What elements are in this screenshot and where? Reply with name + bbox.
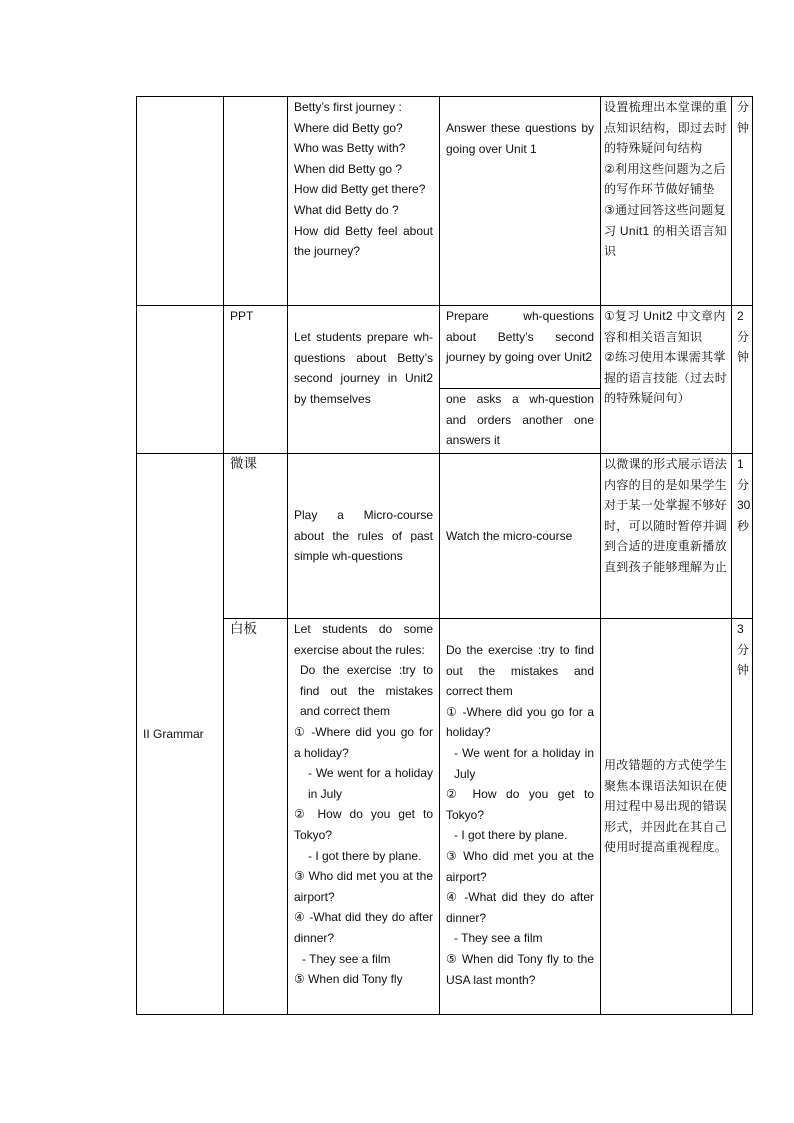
question-line: Where did Betty go? [294, 120, 403, 135]
section-cell [137, 454, 224, 1015]
student-activity-cell [440, 306, 601, 454]
time-cell [732, 97, 753, 306]
student-activity-text: one asks a wh-question and orders another one answers it [440, 388, 600, 451]
exercise-line: - We went for a holiday in July [308, 766, 433, 801]
exercise-line: ② How do you get to Tokyo? [294, 807, 433, 842]
teacher-activity-cell [288, 454, 440, 619]
tool-label: PPT [230, 309, 254, 323]
section-cell [137, 97, 224, 306]
exercise-line: ④ -What did they do after dinner? [446, 890, 594, 925]
student-activity-text: Watch the micro-course [446, 528, 573, 543]
purpose-cell [601, 97, 732, 306]
question-line: What did Betty do ? [294, 202, 399, 217]
teacher-activity-text: Let students prepare wh-questions about Betty’s second journey in Unit2 by themselves [294, 330, 433, 406]
purpose-cell [601, 454, 732, 619]
student-activity-text: Answer these questions by going over Unit 1 [446, 121, 594, 156]
teacher-activity-cell [288, 97, 440, 306]
exercise-line: ③ Who did met you at the airport? [446, 848, 594, 884]
purpose-text: 设置梳理出本堂课的重点知识结构，即过去时的特殊疑问句结构 ②利用这些问题为之后的写作环节做好铺垫 ③通过回答这些问题复习 Unit1 的相关语言知识 [604, 100, 728, 259]
question-line: Betty’s first journey : [294, 100, 402, 114]
section-cell [137, 306, 224, 454]
time-cell [732, 619, 753, 1015]
purpose-text: ①复习 Unit2 中文章内容和相关语言知识 ②练习使用本课需其掌握的语言技能（过去时的特殊疑问句） [604, 309, 728, 406]
exercise-line: ① -Where did you go for a holiday? [294, 724, 433, 760]
purpose-cell [601, 619, 732, 1015]
student-activity-cell [440, 619, 601, 1015]
exercise-line: ⑤ When did Tony fly to the USA last month? [446, 951, 594, 987]
tool-cell [224, 454, 288, 619]
tool-cell [224, 306, 288, 454]
question-line: How did Betty feel about the journey? [294, 223, 433, 259]
time-text: 2分钟 [737, 309, 750, 365]
exercise-line: Do the exercise :try to find out the mistakes and correct them [300, 663, 433, 719]
exercise-line: - I got there by plane. [308, 848, 422, 863]
exercise-line: ④ -What did they do after dinner? [294, 910, 433, 945]
teacher-activity-cell [288, 306, 440, 454]
table-row [137, 306, 753, 454]
exercise-line: - They see a film [302, 951, 391, 966]
question-line: Who was Betty with? [294, 141, 406, 156]
exercise-line: ② How do you get to Tokyo? [446, 787, 594, 822]
teacher-activity-cell [288, 619, 440, 1015]
purpose-text: 以微课的形式展示语法内容的目的是如果学生对于某一处掌握不够好时，可以随时暂停并调到合适的进度重新播放直到孩子能够理解为止 [604, 457, 728, 574]
exercise-line: ① -Where did you go for a holiday? [446, 704, 594, 740]
section-title: II Grammar [143, 726, 204, 741]
exercise-line: ③ Who did met you at the airport? [294, 869, 433, 904]
purpose-text: 用改错题的方式使学生聚焦本课语法知识在使用过程中易出现的错误形式，并因此在其自己使用时提高重视程度。 [604, 758, 728, 855]
time-cell [732, 454, 753, 619]
table-row [137, 97, 753, 306]
purpose-cell [601, 306, 732, 454]
time-cell [732, 306, 753, 454]
time-text: 分钟 [737, 100, 750, 135]
exercise-line: - I got there by plane. [454, 828, 568, 843]
tool-cell [224, 619, 288, 1015]
lesson-plan-table [136, 96, 753, 1015]
student-activity-text: Prepare wh-questions about Betty’s second journey by going over Unit2 [446, 309, 594, 365]
teacher-activity-text: Play a Micro-course about the rules of past simple wh-questions [294, 508, 433, 564]
tool-label: 微课 [230, 456, 257, 471]
question-line: How did Betty get there? [294, 182, 426, 197]
exercise-line: - We went for a holiday in July [454, 745, 594, 781]
student-activity-cell [440, 454, 601, 619]
time-text: 1分30秒 [737, 457, 751, 533]
exercise-line: Do the exercise :try to find out the mistakes and correct them [446, 643, 594, 699]
teacher-activity-text: Let students do some exercise about the rules: [294, 622, 433, 657]
student-activity-cell [440, 97, 601, 306]
time-text: 3分钟 [737, 622, 750, 678]
table-row [137, 619, 753, 1015]
question-line: When did Betty go ? [294, 161, 403, 176]
table-row [137, 454, 753, 619]
tool-label: 白板 [230, 621, 257, 636]
exercise-line: ⑤ When did Tony fly [294, 972, 403, 987]
tool-cell [224, 97, 288, 306]
exercise-line: - They see a film [454, 931, 543, 946]
